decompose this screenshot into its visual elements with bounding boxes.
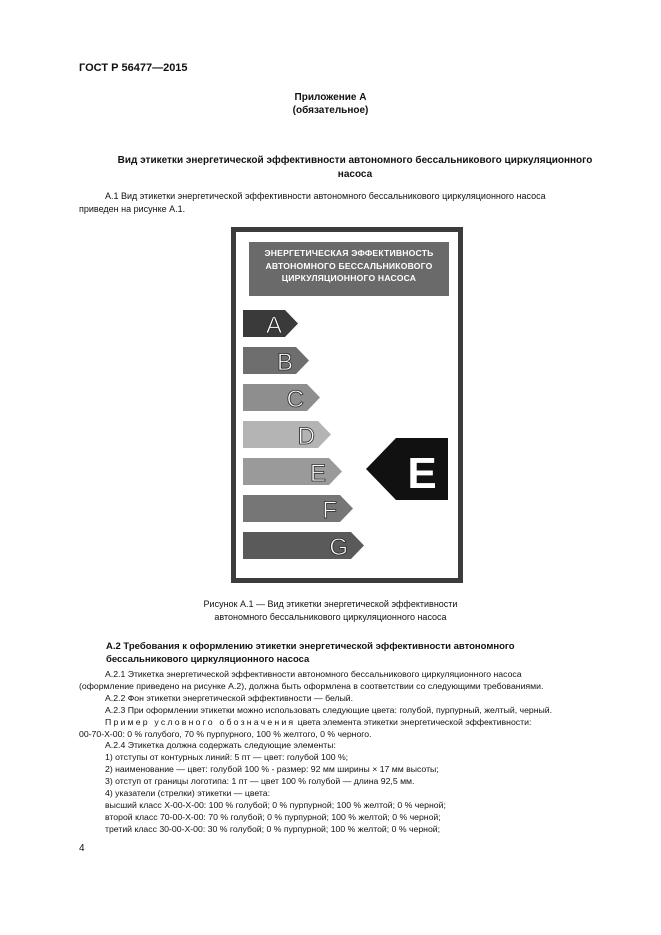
- body-line: третий класс 30-00-Х-00: 30 % голубой; 0 % пурпурной; 100 % желтой; 0 % черной;: [105, 823, 441, 834]
- body-line: 3) отступ от границы логотипа: 1 пт — цвет 100 % голубой — длина 92,5 мм.: [105, 776, 415, 787]
- body-line: 2) наименование — цвет: голубой 100 % - размер: 92 мм ширины × 17 мм высоты;: [105, 764, 439, 775]
- appendix-status: (обязательное): [292, 105, 369, 116]
- energy-class-arrow-d: [243, 421, 331, 448]
- body-line: А.2.4 Этикетка должна содержать следующие элементы:: [105, 740, 336, 751]
- appendix-heading-line: Вид этикетки энергетической эффективности автономного бессальникового циркуляционного: [117, 155, 593, 166]
- body-line: 4) указатели (стрелки) этикетки — цвета:: [105, 788, 271, 799]
- body-line: второй класс 70-00-Х-00: 70 % голубой; 0 % пурпурной; 100 % желтой; 0 % черной;: [105, 811, 441, 822]
- appendix-heading-line: насоса: [337, 169, 373, 180]
- energy-class-letter-f: F: [322, 497, 337, 524]
- appendix-heading: [79, 154, 631, 182]
- energy-efficiency-label: [231, 227, 463, 583]
- energy-class-arrow-e: [243, 458, 342, 485]
- current-class-indicator-letter: E: [407, 449, 437, 498]
- energy-class-letter-b: B: [276, 349, 293, 376]
- body-line: А.2.2 Фон этикетки энергетической эффективности — белый.: [105, 692, 354, 703]
- appendix-title: Приложение А: [294, 92, 367, 103]
- energy-class-letter-c: C: [286, 386, 304, 413]
- body-line: 00-70-Х-00: 0 % голубого, 70 % пурпурного, 100 % желтого, 0 % черного.: [79, 728, 372, 739]
- label-title-line: ЭНЕРГЕТИЧЕСКАЯ ЭФФЕКТИВНОСТЬ: [264, 248, 434, 258]
- energy-class-letter-a: A: [265, 312, 282, 339]
- energy-class-letter-e: E: [309, 460, 326, 487]
- energy-class-letter-g: G: [329, 534, 348, 561]
- section-heading: [106, 640, 631, 666]
- figure-caption-line: Рисунок А.1 — Вид этикетки энергетической эффективности: [203, 599, 458, 609]
- body-line: А.2.3 При оформлении этикетки можно использовать следующие цвета: голубой, пурпурный, желтый, черный.: [105, 704, 553, 715]
- label-arrows: [236, 232, 458, 578]
- label-title-line: АВТОНОМНОГО БЕССАЛЬНИКОВОГО: [265, 260, 433, 271]
- example-tail: цвета элемента этикетки энергетической эффективности:: [295, 716, 532, 727]
- body-line-example: [79, 717, 631, 729]
- body-line: 1) отступы от контурных линий: 5 пт — цвет: голубой 100 %;: [105, 752, 349, 763]
- figure-caption: [0, 598, 661, 623]
- body-line: высший класс Х-00-Х-00: 100 % голубой; 0 % пурпурной; 100 % желтой; 0 % черной;: [105, 799, 446, 810]
- energy-class-arrow-c: [243, 384, 320, 411]
- section-heading-line: бессальникового циркуляционного насоса: [106, 654, 310, 665]
- energy-class-letter-d: D: [297, 423, 315, 450]
- body-line: А.2.1 Этикетка энергетической эффективности автономного бессальникового циркуляционного насоса: [105, 669, 522, 679]
- label-title-line: ЦИРКУЛЯЦИОННОГО НАСОСА: [281, 273, 417, 283]
- section-heading-line: А.2 Требования к оформлению этикетки энергетической эффективности автономного: [106, 641, 515, 652]
- intro-line: приведен на рисунке А.1.: [79, 203, 186, 214]
- intro-line: А.1 Вид этикетки энергетической эффективности автономного бессальникового циркуляционного насоса: [105, 191, 546, 201]
- body-line: (оформление приведено на рисунке А.2), должна быть оформлена в соответствии со следующими требованиями.: [79, 680, 544, 691]
- page-number: 4: [79, 843, 85, 854]
- intro-paragraph: [79, 190, 631, 215]
- figure-caption-line: автономного бессальникового циркуляционного насоса: [214, 611, 447, 622]
- example-label: Пример условного обозначения: [105, 716, 296, 727]
- section-body: [79, 669, 631, 836]
- document-standard-number: ГОСТ Р 56477—2015: [79, 62, 188, 74]
